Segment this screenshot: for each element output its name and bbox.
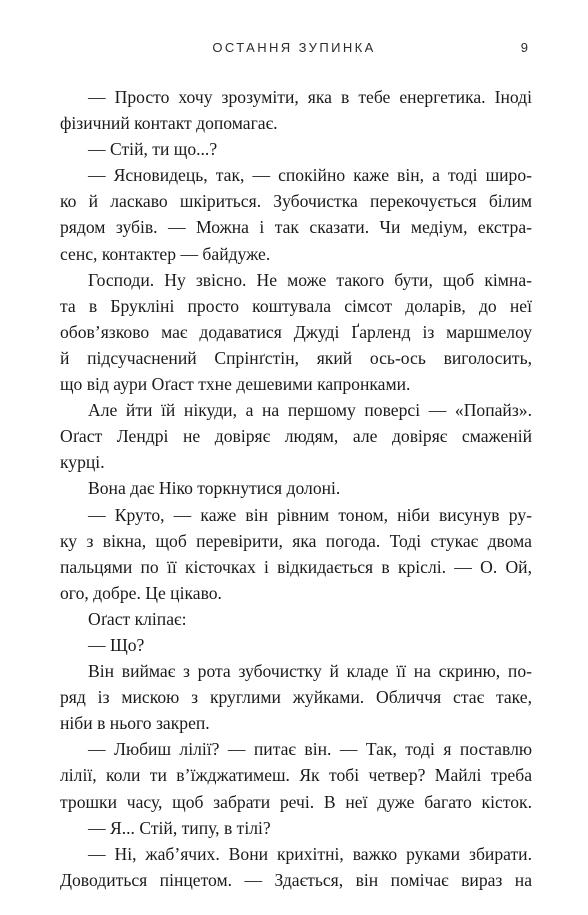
text-line: обов’язково має додаватися Джуді Ґарленд із маршмелоу	[60, 321, 532, 342]
text-line: — Я... Стій, типу, в тілі?	[88, 817, 271, 838]
text-line: — Ясновидець, так, — спокійно каже він, а тоді широ-	[88, 165, 532, 186]
text-line: — Ні, жаб’ячих. Вони крихітні, важко руками збирати.	[88, 843, 532, 864]
text-line: ого, добре. Це цікаво.	[60, 582, 222, 603]
page-number: 9	[520, 40, 528, 55]
text-line: — Стій, ти що...?	[88, 139, 218, 160]
text-line: пальцями по її кісточках і відкидається в кріслі. — О. Ой,	[60, 556, 532, 577]
text-line: — Круто, — каже він рівним тоном, ніби висунув ру-	[88, 504, 532, 525]
text-line: лілії, коли ти в’їжджатимеш. Як тобі четвер? Майлі треба	[60, 765, 532, 786]
text-line: та в Брукліні просто коштувала сімсот доларів, до неї	[60, 295, 532, 316]
text-line: — Просто хочу зрозуміти, яка в тебе енергетика. Іноді	[88, 87, 532, 107]
text-line: курці.	[60, 452, 105, 473]
text-line: трошки часу, щоб забрати речі. В неї дуже багато кісток.	[60, 791, 532, 812]
text-line: фізичний контакт допомагає.	[60, 113, 278, 134]
text-line: ку з вікна, щоб перевірити, яка погода. Тоді стукає двома	[60, 530, 532, 551]
text-line: — Що?	[88, 634, 145, 655]
text-line: ніби в нього закреп.	[60, 713, 210, 734]
text-line: Вона дає Ніко торкнутися долоні.	[88, 478, 341, 499]
text-line: Він виймає з рота зубочистку й кладе її на скриню, по-	[88, 661, 532, 682]
body-text	[60, 84, 532, 893]
text-line: Але йти їй нікуди, а на першому поверсі — «Попайз».	[88, 400, 532, 421]
text-line: ко й ласкаво шкіриться. Зубочистка перекочується білим	[60, 191, 532, 212]
text-line: що від аури Оґаст тхне дешевими капронками.	[60, 374, 411, 395]
text-line: Оґаст Лендрі не довіряє людям, але довіряє смаженій	[60, 426, 532, 447]
text-line: Оґаст кліпає:	[88, 608, 187, 629]
text-line: й підсучаснений Спрінґстін, який ось-ось виголосить,	[60, 347, 532, 368]
running-title: ОСТАННЯ ЗУПИНКА	[212, 40, 376, 55]
text-line: Господи. Ну звісно. Не може такого бути, щоб кімна-	[88, 269, 532, 290]
text-line: Доводиться пінцетом. — Здається, він помічає вираз на	[60, 869, 532, 890]
text-line: ряд із мискою з круглими жуйками. Обличчя стає таке,	[60, 687, 532, 708]
text-line: рядом зубів. — Можна і так сказати. Чи медіум, екстра-	[60, 217, 532, 238]
text-line: — Любиш лілії? — питає він. — Так, тоді я поставлю	[88, 739, 532, 760]
text-line: сенс, контактер — байдуже.	[60, 243, 271, 264]
